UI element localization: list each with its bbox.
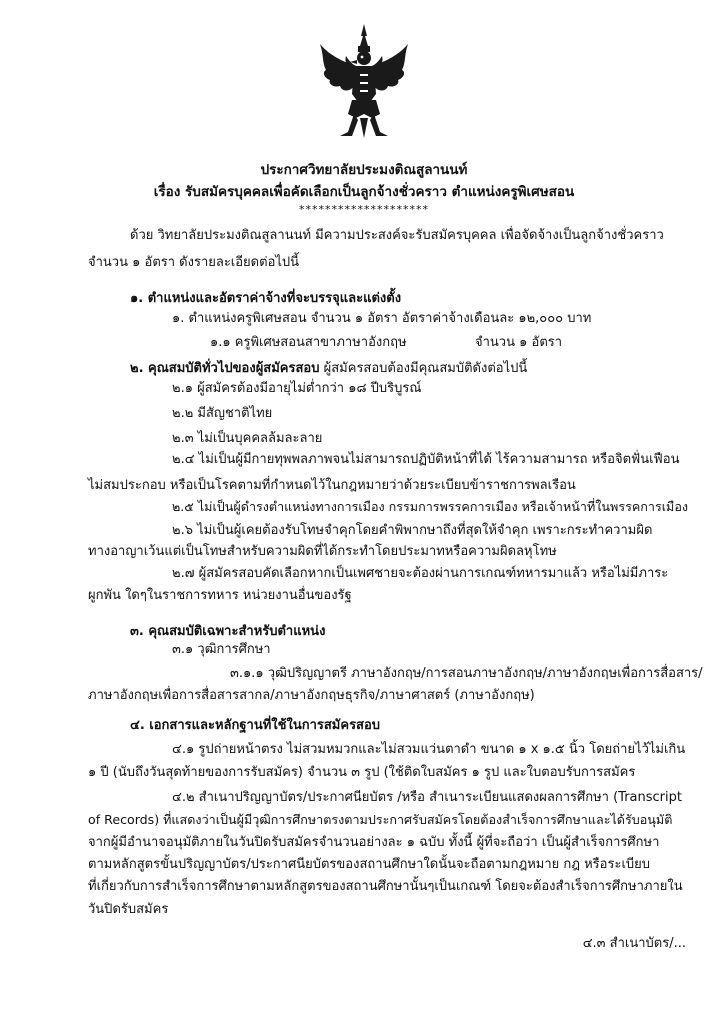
section-4-line-7: ที่เกี่ยวกับการสำเร็จการศึกษาตามหลักสูตรของสถานศึกษานั้นๆเป็นเกณฑ์ โดยจะต้องสำเร็จการศึกษาภายใน: [88, 879, 683, 894]
section-3-line-1: ๓.๑ วุฒิการศึกษา: [172, 642, 271, 657]
section-2-line-3: ๒.๓ ไม่เป็นบุคคลล้มละลาย: [172, 431, 323, 446]
section-3-line-2: ๓.๑.๑ วุฒิปริญญาตรี ภาษาอังกฤษ/การสอนภาษาอังกฤษ/ภาษาอังกฤษเพื่อการสื่อสาร/: [230, 666, 703, 681]
section-1-heading: ๑. ตำแหน่งและอัตราค่าจ้างที่จะบรรจุและแต่งตั้ง: [130, 291, 402, 306]
section-1-line-1: ๑. ตำแหน่งครูพิเศษสอน จำนวน ๑ อัตรา อัตราค่าจ้างเดือนละ ๑๒,๐๐๐ บาท: [172, 311, 592, 326]
section-4-line-6: ตามหลักสูตรขั้นปริญญาบัตร/ประกาศนียบัตรของสถานศึกษาใดนั้นจะถือตามกฎหมาย กฎ หรือระเบียบ: [88, 857, 651, 872]
section-1-line-2-count: จำนวน ๑ อัตรา: [475, 335, 563, 350]
section-3-line-3: ภาษาอังกฤษเพื่อการสื่อสารสากล/ภาษาอังกฤษธุรกิจ/ภาษาศาสตร์ (ภาษาอังกฤษ): [88, 688, 535, 703]
section-4-line-3: ๔.๒ สำเนาปริญญาบัตร/ประกาศนียบัตร /หรือ สำเนาระเบียนแสดงผลการศึกษา (Transcript: [172, 790, 682, 805]
section-2-line-5: ไม่สมประกอบ หรือเป็นโรคตามที่กำหนดไว้ในกฎหมายว่าด้วยระเบียบข้าราชการพลเรือน: [88, 478, 576, 493]
section-2-heading: ๒. คุณสมบัติทั่วไปของผู้สมัครสอบ: [130, 361, 320, 376]
section-4-line-4: of Records) ที่แสดงว่าเป็นผู้มีวุฒิการศึกษาตรงตามประกาศรับสมัครโดยต้องสำเร็จการศึกษาและได้รับอนุมัติ: [88, 812, 673, 827]
continuation-note: ๔.๓ สำเนาบัตร/...: [582, 936, 686, 951]
intro-line-1: ด้วย วิทยาลัยประมงติณสูลานนท์ มีความประสงค์จะรับสมัครบุคคล เพื่อจัดจ้างเป็นลูกจ้างชั่วคราว: [130, 228, 664, 243]
section-1-line-2-label: ๑.๑ ครูพิเศษสอนสาขาภาษาอังกฤษ: [210, 335, 407, 350]
section-2-heading-row: [130, 361, 527, 377]
section-2-line-7: ๒.๖ ไม่เป็นผู้เคยต้องรับโทษจำคุกโดยคำพิพากษาถึงที่สุดให้จำคุก เพราะกระทำความผิด: [172, 523, 653, 538]
section-2-line-8: ทางอาญาเว้นแต่เป็นโทษสำหรับความผิดที่ได้กระทำโดยประมาทหรือความผิดลหุโทษ: [88, 544, 557, 559]
section-4-line-8: วันปิดรับสมัคร: [88, 902, 169, 917]
section-2-line-9: ๒.๗ ผู้สมัครสอบคัดเลือกหากเป็นเพศชายจะต้องผ่านการเกณฑ์ทหารมาแล้ว หรือไม่มีภาระ: [172, 566, 669, 581]
section-2-line-10: ผูกพัน ใดๆในราชการทหาร หน่วยงานอื่นของรัฐ: [88, 588, 352, 603]
section-2-heading-tail: ผู้สมัครสอบต้องมีคุณสมบัติดังต่อไปนี้: [323, 361, 528, 376]
section-4-line-2: ๑ ปี (นับถึงวันสุดท้ายของการรับสมัคร) จำนวน ๓ รูป (ใช้ติดใบสมัคร ๑ รูป และใบตอบรับการสมัคร: [88, 765, 636, 780]
section-2-line-4: ๒.๔ ไม่เป็นผู้มีกายทุพพลภาพจนไม่สามารถปฏิบัติหน้าที่ได้ ไร้ความสามารถ หรือจิตฟั่นเฟือน: [172, 452, 680, 467]
section-2-line-1: ๒.๑ ผู้สมัครต้องมีอายุไม่ต่ำกว่า ๑๘ ปีบริบูรณ์: [172, 381, 422, 396]
section-4-line-1: ๔.๑ รูปถ่ายหน้าตรง ไม่สวมหมวกและไม่สวมแว่นตาดำ ขนาด ๑ x ๑.๕ นิ้ว โดยถ่ายไว้ไม่เกิน: [172, 742, 686, 757]
intro-line-2: จำนวน ๑ อัตรา ดังรายละเอียดต่อไปนี้: [88, 255, 300, 270]
section-2-line-2: ๒.๒ มีสัญชาติไทย: [172, 406, 273, 421]
subject-line: เรื่อง รับสมัครบุคคลเพื่อคัดเลือกเป็นลูกจ้างชั่วคราว ตำแหน่งครูพิเศษสอน: [153, 184, 575, 200]
section-2-line-6: ๒.๕ ไม่เป็นผู้ดำรงตำแหน่งทางการเมือง กรรมการพรรคการเมือง หรือเจ้าหน้าที่ในพรรคการเมือง: [172, 499, 689, 514]
section-4-line-5: จากผู้มีอำนาจอนุมัติภายในวันปิดรับสมัครจำนวนอย่างละ ๑ ฉบับ ทั้งนี้ ผู้ที่จะถือว่า เป็นผู้สำเร็จการศึกษา: [88, 835, 660, 850]
page-title: ประกาศวิทยาลัยประมงติณสูลานนท์: [260, 162, 468, 178]
section-3-heading: ๓. คุณสมบัติเฉพาะสำหรับตำแหน่ง: [130, 624, 326, 639]
garuda-emblem-icon: [318, 22, 410, 140]
section-4-heading: ๔. เอกสารและหลักฐานที่ใช้ในการสมัครสอบ: [130, 718, 381, 733]
separator: ********************: [299, 203, 429, 216]
